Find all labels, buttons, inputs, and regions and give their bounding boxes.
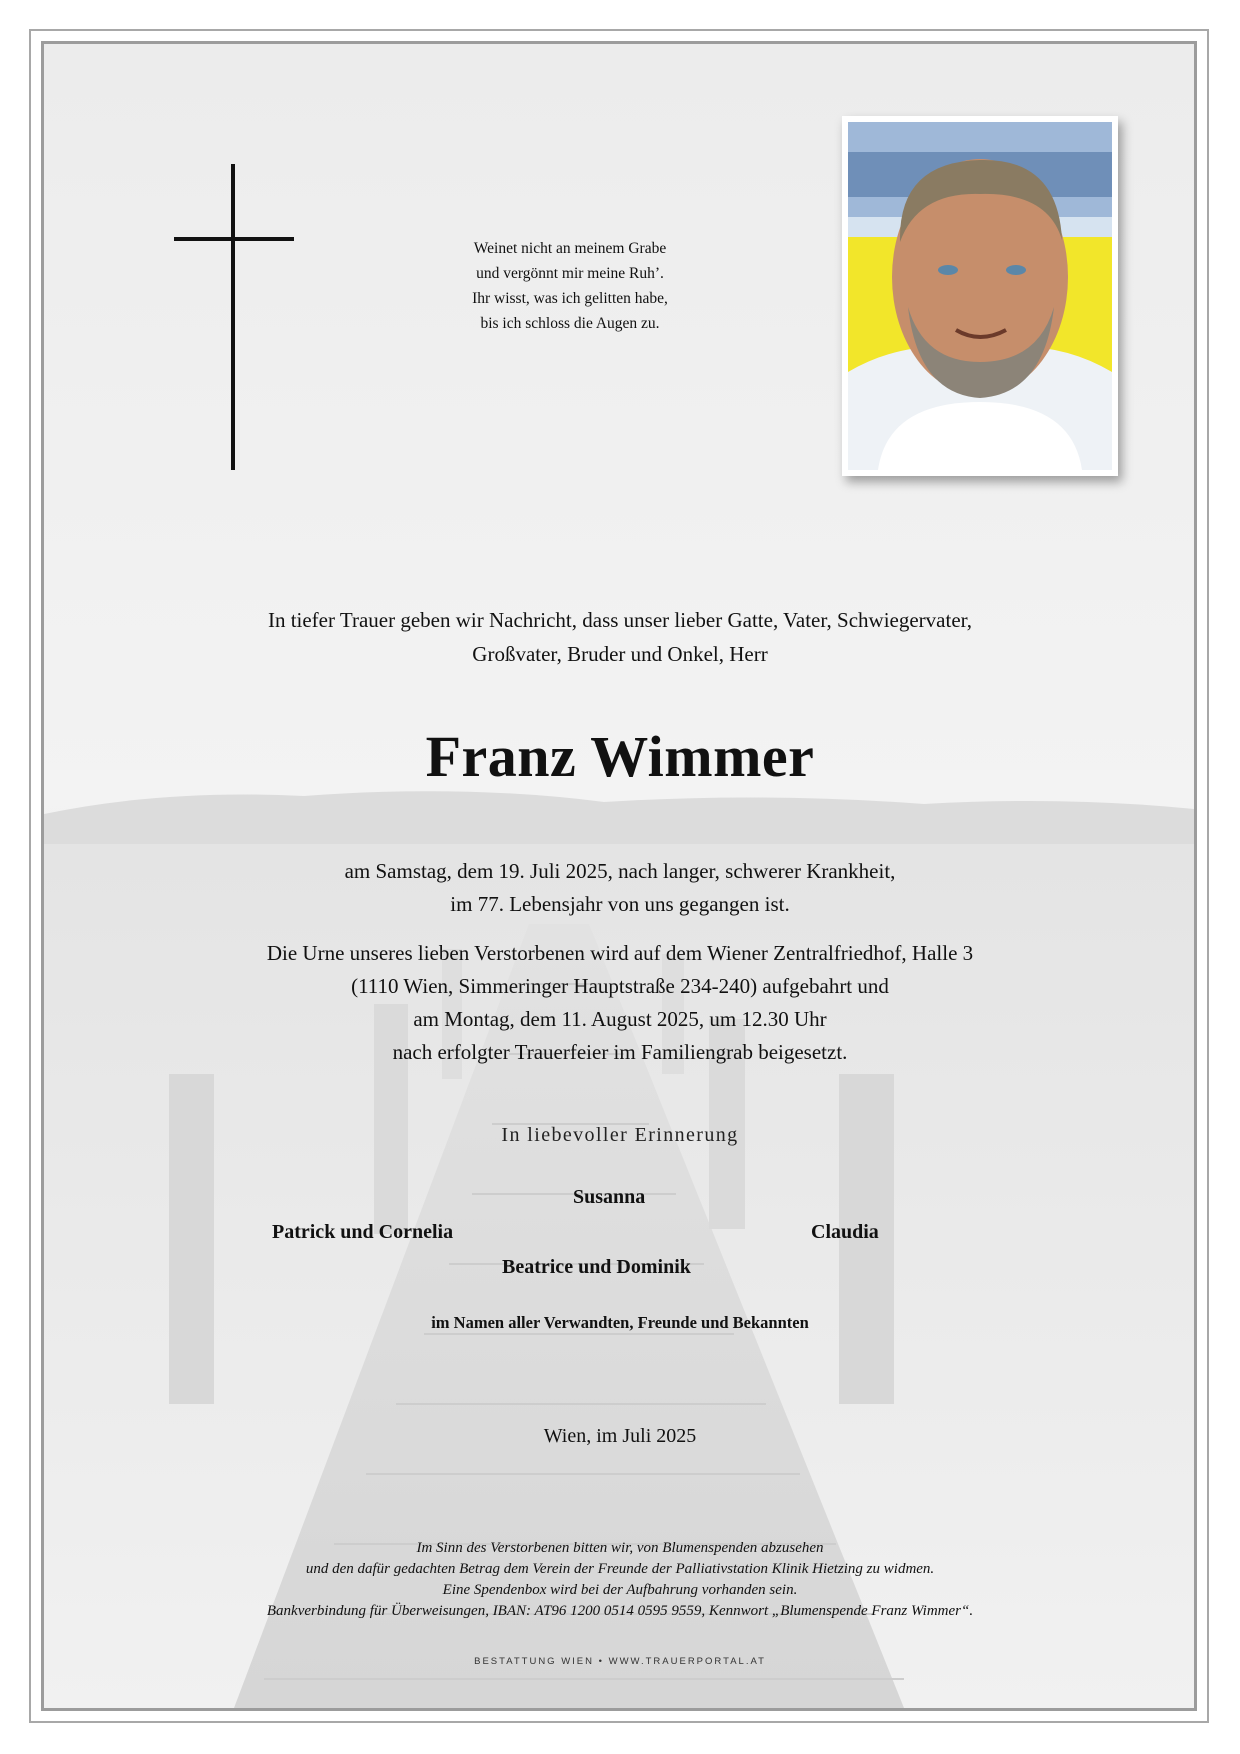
donation-line: Im Sinn des Verstorbenen bitten wir, von Blumenspenden abzusehen [416,1540,824,1556]
mourner-patrick-cornelia: Patrick und Cornelia [272,1221,454,1243]
place-date: Wien, im Juli 2025 [543,1425,697,1447]
donation-notice [0,1538,1240,1622]
mourner-susanna: Susanna [573,1186,646,1208]
donation-line: und den dafür gedachten Betrag dem Verein der Freunde der Palliativstation Klinik Hietzing zu widmen. [305,1561,935,1577]
mourner-claudia: Claudia [811,1221,879,1243]
poem-line: bis ich schloss die Augen zu. [480,315,660,332]
poem [400,236,740,336]
death-notice [0,855,1240,921]
intro-text [0,603,1240,671]
funeral-line: (1110 Wien, Simmeringer Hauptstraße 234-240) aufgebahrt und [351,974,889,998]
donation-line: Bankverbindung für Überweisungen, IBAN: AT96 1200 0514 0595 9559, Kennwort „Blumenspende Franz Wimmer“. [266,1603,974,1619]
funeral-line: nach erfolgter Trauerfeier im Familiengrab beigesetzt. [392,1040,848,1064]
cross-icon [174,164,296,474]
deceased-name: Franz Wimmer [425,724,815,789]
portrait-photo [842,116,1118,476]
poem-line: und vergönnt mir meine Ruh’. [476,265,664,282]
funeral-notice [0,937,1240,1069]
portrait-image [848,122,1112,470]
intro-line: In tiefer Trauer geben wir Nachricht, dass unser lieber Gatte, Vater, Schwiegervater, [267,608,973,632]
poem-line: Weinet nicht an meinem Grabe [473,240,667,257]
mourner-beatrice-dominik: Beatrice und Dominik [502,1256,691,1278]
donation-line: Eine Spendenbox wird bei der Aufbahrung vorhanden sein. [442,1582,798,1598]
memory-heading: In liebevoller Erinnerung [501,1124,739,1146]
funeral-line: Die Urne unseres lieben Verstorbenen wird auf dem Wiener Zentralfriedhof, Halle 3 [266,941,974,965]
funeral-line: am Montag, dem 11. August 2025, um 12.30 Uhr [413,1007,827,1031]
footer-text: BESTATTUNG WIEN • WWW.TRAUERPORTAL.AT [474,1656,766,1667]
on-behalf-text: im Namen aller Verwandten, Freunde und Bekannten [431,1313,809,1332]
death-line: am Samstag, dem 19. Juli 2025, nach langer, schwerer Krankheit, [344,859,896,883]
poem-line: Ihr wisst, was ich gelitten habe, [472,290,668,307]
intro-line: Großvater, Bruder und Onkel, Herr [472,642,768,666]
death-line: im 77. Lebensjahr von uns gegangen ist. [450,892,790,916]
